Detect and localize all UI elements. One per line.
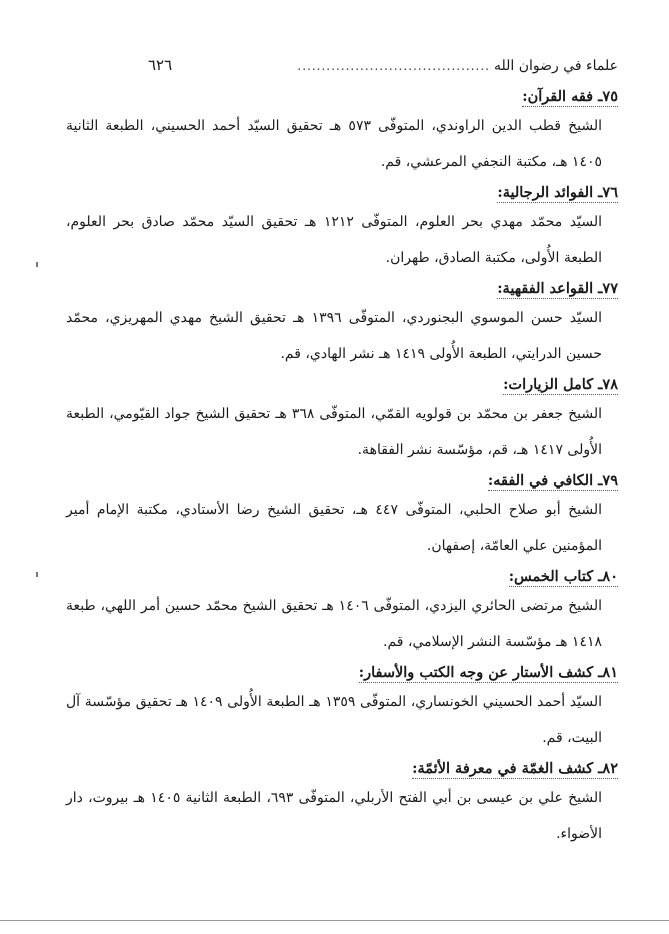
entry-82	[66, 758, 618, 852]
page-content	[66, 86, 618, 854]
entry-title: ٨٠ـ كتاب الخمس:	[508, 568, 618, 585]
entry-80	[66, 566, 618, 660]
entry-body: الشيخ أبو صلاح الحلبي، المتوفّى ٤٤٧ هـ، تحقيق الشيخ رضا الأستادي، مكتبة الإمام أمير المؤمنين علي العامّة، إصفهان.	[66, 502, 602, 554]
entry-body: الشيخ قطب الدين الراوندي، المتوفّى ٥٧٣ هـ تحقيق السيّد أحمد الحسيني، الطبعة الثانية ١٤٠٥ هـ، مكتبة النجفي المرعشي، قم.	[66, 118, 602, 170]
entry-77	[66, 278, 618, 372]
entry-81	[66, 662, 618, 756]
entry-body: السيّد حسن الموسوي البجنوردي، المتوفّى ١٣٩٦ هـ تحقيق الشيخ مهدي المهريزي، محمّد حسين الدرايتي، الطبعة الأُولى ١٤١٩ هـ نشر الهادي، قم.	[66, 310, 602, 362]
entry-title: ٨٢ـ كشف الغمّة في معرفة الأئمّة:	[412, 760, 618, 777]
page-number: ٦٢٦	[148, 56, 173, 74]
entry-body: الشيخ علي بن عيسى بن أبي الفتح الأربلي، المتوفّى ٦٩٣، الطبعة الثانية ١٤٠٥ هـ بيروت، دار الأضواء.	[66, 790, 603, 842]
running-title: علماء في رضوان الله	[494, 58, 618, 74]
entry-title: ٧٨ـ كامل الزيارات:	[503, 376, 618, 393]
entry-79	[66, 470, 618, 564]
entry-76	[66, 182, 618, 276]
scan-mark	[36, 262, 38, 267]
entry-78	[66, 374, 618, 468]
entry-title: ٧٦ـ الفوائد الرجالية:	[497, 184, 618, 201]
entry-body: السيّد أحمد الحسيني الخونساري، المتوفّى ١٣٥٩ هـ الطبعة الأُولى ١٤٠٩ هـ تحقيق مؤسّسة آل البيت، قم.	[66, 694, 602, 746]
entry-title: ٧٥ـ فقه القرآن:	[522, 88, 618, 105]
entry-75	[66, 86, 618, 180]
entry-title: ٨١ـ كشف الأستار عن وجه الكتب والأسفار:	[358, 664, 618, 681]
leader-dots: ........................................	[297, 59, 490, 73]
entry-title: ٧٩ـ الكافي في الفقه:	[487, 472, 618, 489]
entry-title: ٧٧ـ القواعد الفقهية:	[497, 280, 618, 297]
entry-body: السيّد محمّد مهدي بحر العلوم، المتوفّى ١٢١٢ هـ تحقيق السيّد محمّد صادق بحر العلوم، الطبعة الأُولى، مكتبة الصادق، طهران.	[66, 214, 602, 266]
scan-mark	[36, 572, 38, 577]
entry-body: الشيخ جعفر بن محمّد بن قولويه القمّي، المتوفّى ٣٦٨ هـ تحقيق الشيخ جواد القيّومي، الطبعة الأُولى ١٤١٧ هـ، قم، مؤسّسة نشر الفقاهة.	[66, 406, 602, 458]
page-header	[148, 56, 618, 80]
scan-bottom-edge	[0, 920, 669, 921]
entry-body: الشيخ مرتضى الحائري اليزدي، المتوفّى ١٤٠٦ هـ تحقيق الشيخ محمّد حسين أمر اللهي، طبعة ١٤١٨ هـ مؤسّسة النشر الإسلامي، قم.	[66, 598, 602, 650]
